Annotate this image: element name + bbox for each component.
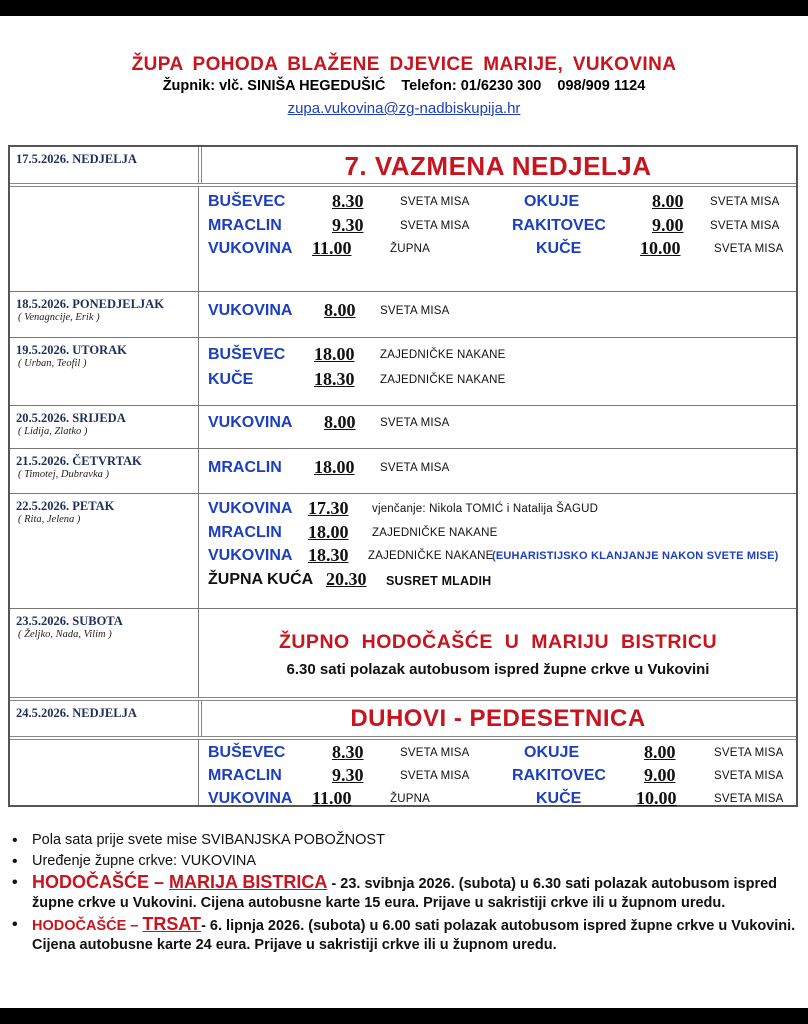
day-date: 22.5.2026. PETAK <box>16 499 115 513</box>
mass-desc: ZAJEDNIČKE NAKANE <box>380 349 506 361</box>
mass-desc: SVETA MISA <box>710 196 780 208</box>
announcement-item: • HODOČAŠĆE – MARIJA BISTRICA - 23. svibnja 2026. (subota) u 6.30 sati polazak autobusom ispred župne crkve u Vukovini. Cijena autobusne karte 15 eura. Prijave u sakristiji crkve ili u župnom uredu. <box>32 873 802 913</box>
mass-desc: vjenčanje: Nikola TOMIĆ i Natalija ŠAGUD <box>372 503 599 515</box>
mass-time: 17.30 <box>308 498 349 518</box>
mass-time: 9.30 <box>332 765 364 785</box>
mass-desc: SVETA MISA <box>714 793 784 805</box>
mass-time: 9.30 <box>332 215 364 235</box>
mass-time: 9.00 <box>644 765 676 785</box>
mass-time: 8.00 <box>324 300 356 320</box>
mass-desc: SVETA MISA <box>380 305 450 317</box>
pilgrimage-label: HODOČAŠĆE <box>32 918 127 934</box>
mass-time: 18.00 <box>314 457 355 477</box>
mass-time: 18.00 <box>308 522 349 542</box>
mass-desc: SVETA MISA <box>710 220 780 232</box>
mass-desc: SVETA MISA <box>714 770 784 782</box>
day-date: 20.5.2026. SRIJEDA <box>16 411 126 425</box>
announcement-text: - 6. lipnja 2026. (subota) u 6.00 sati polazak autobusom ispred župne crkve u Vukovini. Cijena autobusne karte 24 eura. Prijave u sakristiji crkve ili u župnom uredu. <box>32 918 796 953</box>
day-saints: ( Lidija, Zlatko ) <box>18 426 88 437</box>
mass-place: MRACLIN <box>208 217 282 234</box>
mass-time: 11.00 <box>312 788 352 808</box>
mass-time: 10.00 <box>636 788 677 808</box>
mass-desc: ZAJEDNIČKE NAKANE <box>380 374 506 386</box>
day-saints: ( Venagncije, Erik ) <box>18 312 100 323</box>
sunday-2-title-row <box>10 701 796 740</box>
sunday-2-masses-row <box>10 740 796 808</box>
mass-place: RAKITOVEC <box>512 217 606 234</box>
pilgrimage-title: ŽUPNO HODOČAŠĆE U MARIJU BISTRICU <box>278 631 718 653</box>
announcements-list <box>8 831 802 957</box>
pastor-name: Župnik: vlč. SINIŠA HEGEDUŠIĆ <box>162 78 386 94</box>
email-link[interactable]: zupa.vukovina@zg-nadbiskupija.hr <box>287 100 521 117</box>
mass-desc: ZAJEDNIČKE NAKANE <box>372 527 498 539</box>
sunday-title: 7. VAZMENA NEDJELJA <box>344 151 652 181</box>
parish-title: ŽUPA POHODA BLAŽENE DJEVICE MARIJE, VUKOVINA <box>131 54 677 75</box>
sunday-1-title-row <box>10 147 796 187</box>
day-date: 18.5.2026. PONEDJELJAK <box>16 297 164 311</box>
mass-desc: SVETA MISA <box>400 770 470 782</box>
announcement-text: Uređenje župne crkve: VUKOVINA <box>32 853 257 869</box>
day-date: 24.5.2026. NEDJELJA <box>16 706 137 720</box>
mass-desc: ZAJEDNIČKE NAKANE <box>368 550 494 562</box>
mass-place: VUKOVINA <box>208 790 293 807</box>
mobile-number: 098/909 1124 <box>557 78 646 94</box>
adoration-note: (EUHARISTIJSKO KLANJANJE NAKON SVETE MISE) <box>492 550 779 562</box>
mass-time: 9.00 <box>652 215 684 235</box>
bulletin-page <box>0 16 808 1008</box>
mass-desc: ŽUPNA <box>390 243 430 255</box>
pilgrimage-destination: MARIJA BISTRICA <box>169 872 328 892</box>
mass-time: 8.00 <box>644 742 676 762</box>
mass-place: BUŠEVEC <box>208 744 286 761</box>
day-date: 19.5.2026. UTORAK <box>16 343 127 357</box>
mass-place: MRACLIN <box>208 524 282 541</box>
announcement-text: Pola sata prije svete mise SVIBANJSKA POBOŽNOST <box>32 832 385 848</box>
monday-row <box>10 292 796 338</box>
mass-place: BUŠEVEC <box>208 193 286 210</box>
mass-time: 8.30 <box>332 191 364 211</box>
mass-place: MRACLIN <box>208 767 282 784</box>
mass-place: ŽUPNA KUĆA <box>208 571 314 588</box>
mass-time: 8.00 <box>324 412 356 432</box>
phone-number: Telefon: 01/6230 300 <box>401 78 542 94</box>
mass-time: 18.00 <box>314 344 355 364</box>
mass-place: VUKOVINA <box>208 547 293 564</box>
mass-time: 10.00 <box>640 238 681 258</box>
mass-desc: SVETA MISA <box>714 747 784 759</box>
pilgrimage-destination: TRSAT <box>142 914 202 934</box>
day-saints: ( Rita, Jelena ) <box>18 514 81 525</box>
mass-desc: ŽUPNA <box>390 793 430 805</box>
day-saints: ( Timotej, Dubravka ) <box>18 469 109 480</box>
mass-place: KUČE <box>536 240 582 257</box>
mass-place: VUKOVINA <box>208 240 293 257</box>
announcement-item <box>32 831 802 850</box>
pilgrimage-label: HODOČAŠĆE <box>32 872 150 892</box>
day-saints: ( Željko, Nada, Vilim ) <box>18 629 112 640</box>
mass-time: 18.30 <box>308 545 349 565</box>
mass-place: VUKOVINA <box>208 500 293 517</box>
thursday-row <box>10 449 796 494</box>
mass-time: 20.30 <box>326 569 367 589</box>
day-date: 17.5.2026. NEDJELJA <box>16 152 137 166</box>
pilgrimage-details: 6.30 sati polazak autobusom ispred župne crkve u Vukovini <box>286 661 710 678</box>
saturday-row <box>10 609 796 701</box>
mass-place: OKUJE <box>524 744 580 761</box>
mass-place: VUKOVINA <box>208 414 293 431</box>
mass-time: 18.30 <box>314 369 355 389</box>
mass-desc: SVETA MISA <box>714 243 784 255</box>
wednesday-row <box>10 406 796 449</box>
mass-desc: SVETA MISA <box>400 196 470 208</box>
mass-place: BUŠEVEC <box>208 346 286 363</box>
mass-place: OKUJE <box>524 193 580 210</box>
mass-desc: SVETA MISA <box>380 417 450 429</box>
day-date: 21.5.2026. ČETVRTAK <box>16 454 142 468</box>
schedule-table <box>8 145 798 807</box>
mass-desc: SVETA MISA <box>380 462 450 474</box>
mass-desc: SVETA MISA <box>400 220 470 232</box>
contact-line <box>0 78 808 94</box>
mass-desc: SUSRET MLADIH <box>386 574 492 588</box>
mass-desc: SVETA MISA <box>400 747 470 759</box>
tuesday-row <box>10 338 796 406</box>
mass-place: KUČE <box>208 371 254 388</box>
day-date: 23.5.2026. SUBOTA <box>16 614 123 628</box>
day-saints: ( Urban, Teofil ) <box>18 358 87 369</box>
announcement-item: • HODOČAŠĆE – TRSAT- 6. lipnja 2026. (subota) u 6.00 sati polazak autobusom ispred župne crkve u Vukovini. Cijena autobusne karte 24 eura. Prijave u sakristiji crkve ili u župnom uredu. <box>32 915 802 955</box>
announcement-item <box>32 852 802 871</box>
mass-time: 8.00 <box>652 191 684 211</box>
mass-place: KUČE <box>536 790 582 807</box>
mass-place: RAKITOVEC <box>512 767 606 784</box>
mass-place: VUKOVINA <box>208 302 293 319</box>
mass-time: 8.30 <box>332 742 364 762</box>
sunday-title: DUHOVI - PEDESETNICA <box>350 705 646 732</box>
mass-time: 11.00 <box>312 238 352 258</box>
mass-place: MRACLIN <box>208 459 282 476</box>
sunday-1-masses-row <box>10 187 796 292</box>
friday-row <box>10 494 796 609</box>
announcement-text: - 23. svibnja 2026. (subota) u 6.30 sati polazak autobusom ispred župne crkve u Vukovini. Cijena autobusne karte 15 eura. Prijave u sakristiji crkve ili u župnom uredu. <box>32 876 778 911</box>
